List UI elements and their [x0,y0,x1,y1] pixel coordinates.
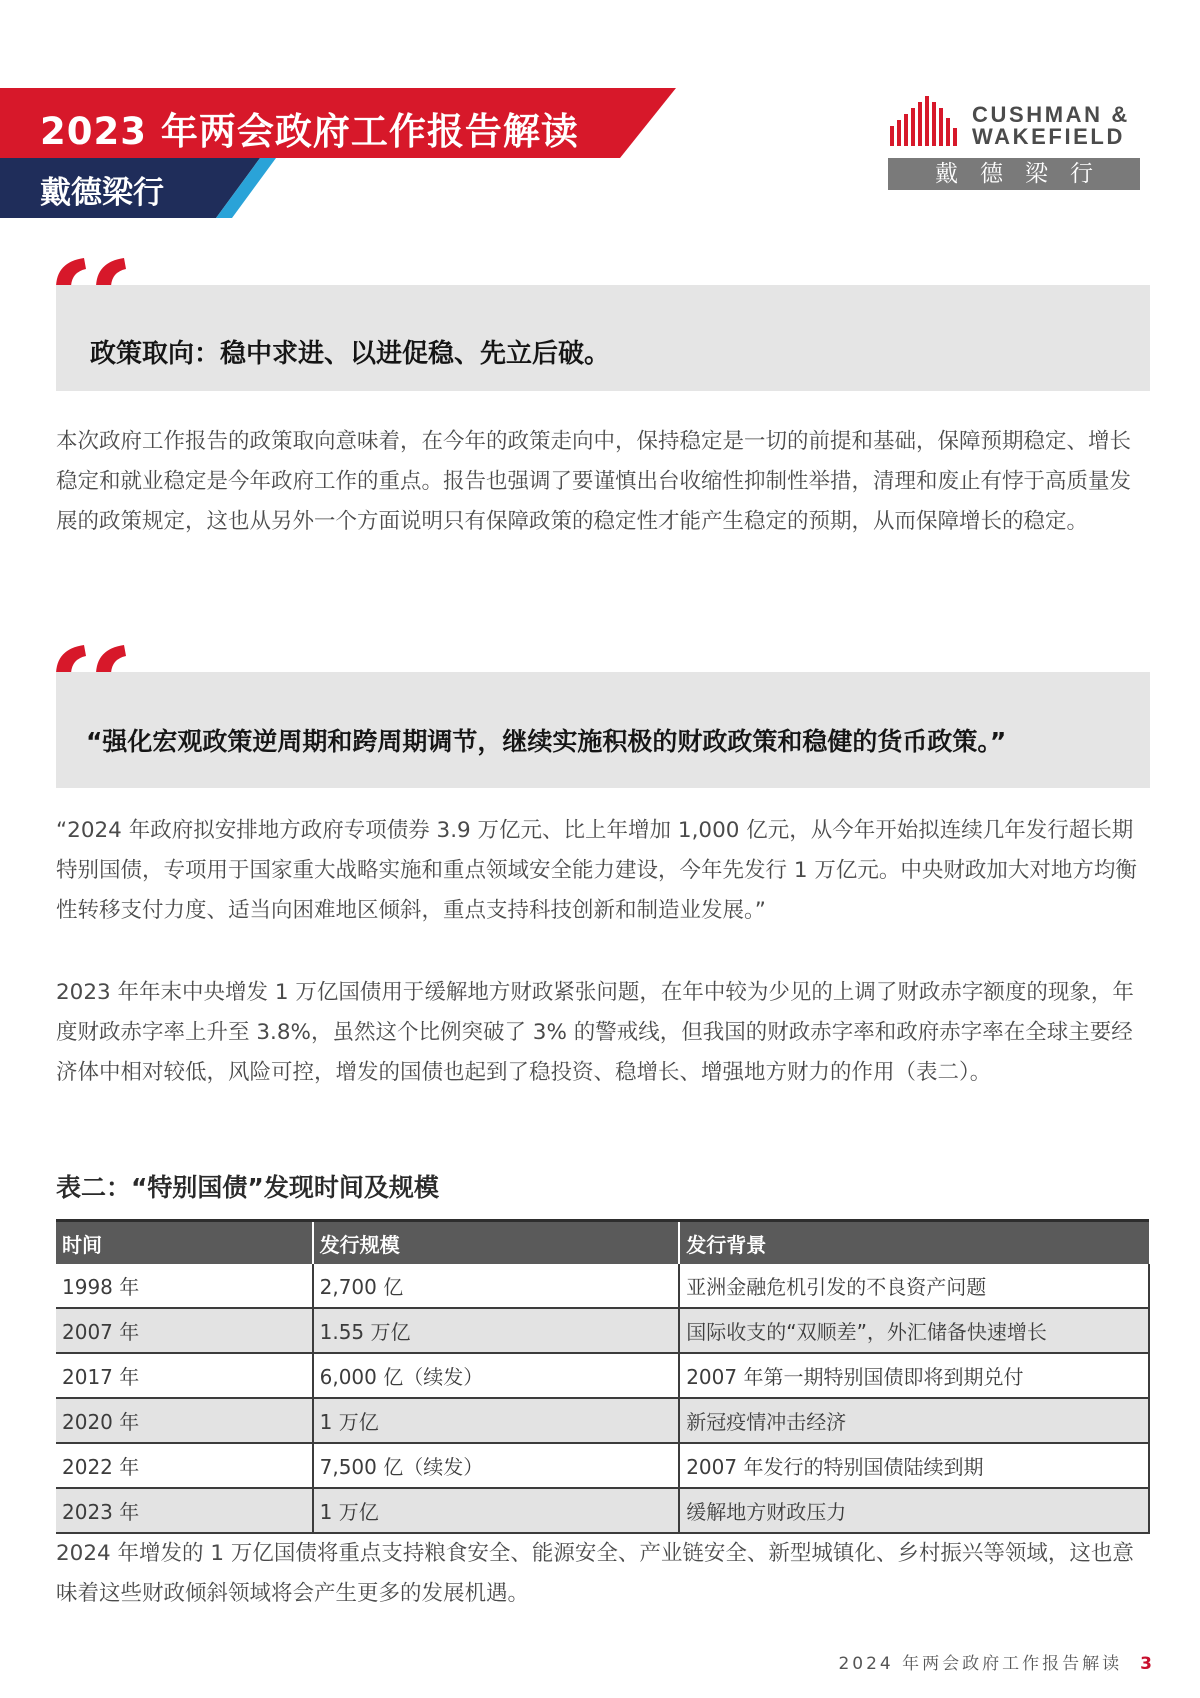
body-paragraph: 本次政府工作报告的政策取向意味着，在今年的政策走向中，保持稳定是一切的前提和基础，保障预期稳定、增长稳定和就业稳定是今年政府工作的重点。报告也强调了要谨慎出台收缩性抑制性举措，清理和废止有悖于高质量发展的政策规定，这也从另外一个方面说明只有保障政策的稳定性才能产生稳定的预期，从而保障增长的稳定。 [56,429,1132,534]
body-paragraph: 2024 年增发的 1 万亿国债将重点支持粮食安全、能源安全、产业链安全、新型城镇化、乡村振兴等领域，这也意味着这些财政倾斜领域将会产生更多的发展机遇。 [56,1541,1134,1606]
table-title: 表二：“特别国债”发现时间及规模 [56,1173,439,1202]
table-cell: 2022 年 [56,1443,313,1488]
table-cell: 7,500 亿（续发） [313,1443,680,1488]
page-footer [838,1649,1152,1674]
body-paragraph: 2023 年年末中央增发 1 万亿国债用于缓解地方财政紧张问题，在年中较为少见的上调了财政赤字额度的现象，年度财政赤字率上升至 3.8%，虽然这个比例突破了 3% 的警戒线，但我国的财政赤字率和政府赤字率在全球主要经济体中相对较低，风险可控，增发的国债也起到了稳投资、稳增长、增强地方财力的作用（表二）。 [56,980,1134,1085]
table-cell: 2020 年 [56,1398,313,1443]
table-cell: 2007 年发行的特别国债陆续到期 [679,1443,1149,1488]
column-header: 发行规模 [313,1221,680,1265]
table-row [56,1488,1149,1533]
special-bonds-table [56,1219,1150,1534]
column-header: 发行背景 [679,1221,1149,1265]
table-row [56,1308,1149,1353]
table-cell: 1998 年 [56,1264,313,1308]
logo-building-icon [888,96,964,152]
column-header: 时间 [56,1221,313,1265]
table-cell: 2017 年 [56,1353,313,1398]
table-cell: 亚洲金融危机引发的不良资产问题 [679,1264,1149,1308]
page-title: 2023 年两会政府工作报告解读 [40,110,579,153]
table-row [56,1398,1149,1443]
footer-title: 2024 年两会政府工作报告解读 [838,1654,1123,1674]
quote-box [56,285,1150,391]
table-cell: 2007 年第一期特别国债即将到期兑付 [679,1353,1149,1398]
table-row [56,1353,1149,1398]
quote-box [56,672,1150,788]
table-cell: 2007 年 [56,1308,313,1353]
table-cell: 国际收支的“双顺差”，外汇储备快速增长 [679,1308,1149,1353]
table-cell: 1.55 万亿 [313,1308,680,1353]
table-cell: 6,000 亿（续发） [313,1353,680,1398]
body-paragraph: “2024 年政府拟安排地方政府专项债券 3.9 万亿元、比上年增加 1,000 亿元，从今年开始拟连续几年发行超长期特别国债，专项用于国家重大战略实施和重点领域安全能力建设，今年先发行 1 万亿元。中央财政加大对地方均衡性转移支付力度、适当向困难地区倾斜，重点支持科技创新和制造业发展。” [56,818,1137,923]
table-cell: 缓解地方财政压力 [679,1488,1149,1533]
table-row [56,1264,1149,1308]
table-cell: 2,700 亿 [313,1264,680,1308]
logo-chinese: 戴德梁行 [888,158,1140,190]
table-cell: 1 万亿 [313,1488,680,1533]
logo-text [972,104,1130,148]
page-number: 3 [1140,1654,1152,1674]
table-cell: 新冠疫情冲击经济 [679,1398,1149,1443]
quote-text: “强化宏观政策逆周期和跨周期调节，继续实施积极的财政政策和稳健的货币政策。” [86,727,1007,756]
table-header-row [56,1221,1149,1265]
logo-line1: CUSHMAN & [972,102,1130,127]
logo-line2: WAKEFIELD [972,124,1125,149]
cushman-wakefield-logo [888,96,1140,190]
table-cell: 1 万亿 [313,1398,680,1443]
table-cell: 2023 年 [56,1488,313,1533]
quote-text: 政策取向：稳中求进、以进促稳、先立后破。 [90,339,611,369]
page-subtitle: 戴德梁行 [40,175,164,211]
table-row [56,1443,1149,1488]
